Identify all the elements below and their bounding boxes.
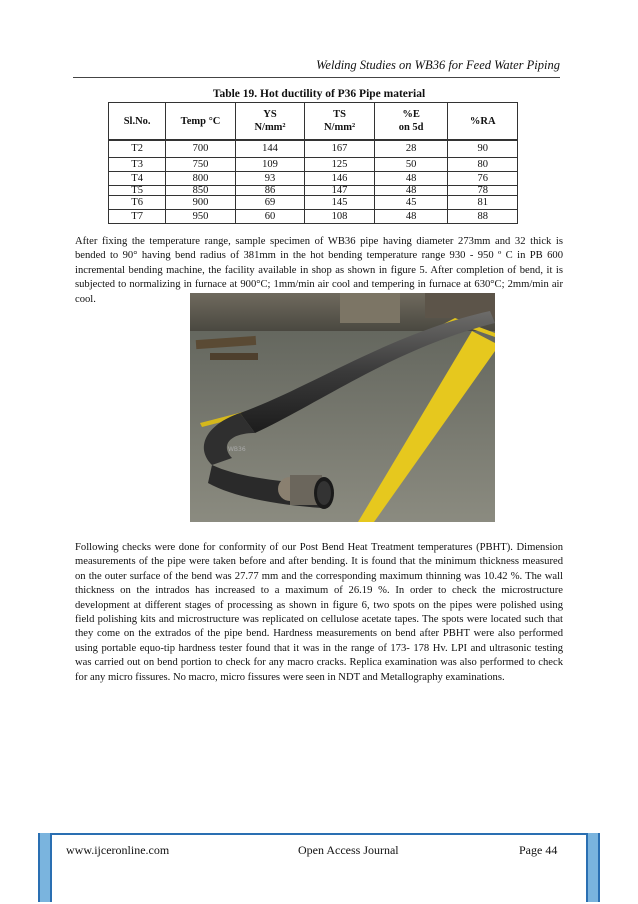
table-cell: 69 [235,196,305,210]
svg-text:WB36: WB36 [228,446,246,453]
footer-page-number: Page 44 [519,843,558,857]
table-cell: 81 [448,196,518,210]
table-cell: 88 [448,210,518,224]
table-cell: 900 [166,196,236,210]
table-cell: T5 [109,186,166,196]
footer-website: www.ijceronline.com [66,843,170,857]
table-row [109,140,518,158]
table-cell: 45 [374,196,448,210]
column-header: %RA [448,103,518,141]
table-cell: 78 [448,186,518,196]
table-cell: 90 [448,140,518,158]
header-rule [73,77,560,78]
table-cell: T2 [109,140,166,158]
table-cell: 76 [448,172,518,186]
table-cell: 146 [305,172,375,186]
table-cell: 50 [374,158,448,172]
table-cell: 28 [374,140,448,158]
footer-left-bar [38,833,52,902]
column-header: TS N/mm² [305,103,375,141]
table-cell: 145 [305,196,375,210]
pipe-bend-photo [190,293,495,522]
table-row [109,210,518,224]
table-cell: 48 [374,172,448,186]
column-header: Temp °C [166,103,236,141]
table-row [109,158,518,172]
table-header-row [109,103,518,141]
footer-journal: Open Access Journal [298,843,399,857]
table-row [109,172,518,186]
table-cell: T7 [109,210,166,224]
table-cell: 125 [305,158,375,172]
table-cell: T3 [109,158,166,172]
table-row [109,196,518,210]
table-cell: 48 [374,210,448,224]
table-cell: T6 [109,196,166,210]
table-cell: 48 [374,186,448,196]
table-row [109,186,518,196]
hot-ductility-table [108,102,518,224]
table-cell: 850 [166,186,236,196]
table-cell: 80 [448,158,518,172]
table-cell: T4 [109,172,166,186]
table-cell: 147 [305,186,375,196]
table-cell: 167 [305,140,375,158]
table-cell: 800 [166,172,236,186]
table-cell: 750 [166,158,236,172]
table-cell: 109 [235,158,305,172]
body-paragraph-pbht-checks: Following checks were done for conformity of our Post Bend Heat Treatment temperatures (PBHT). Dimension measurements of the pipe were taken before and after bending. It is found that the minimum thickness measured on the outer surface of the bend was 27.77 mm and the corresponding maximum thinning was 10.42 %. The wall thickness on the intrados has increased to a maximum of 26.19 %. In order to check the microstructure development at different stages of processing as shown in figure 6, two spots on the pipes were polished using field polishing kits and microstructure was replicated on cellulose acetate tapes. The spots were located such that they come on the extrados of the pipe bend. Hardness measurements on bend after PBHT were also performed using portable equo-tip hardness tester found that it was in the range of 173- 178 Hv. LPI and ultrasonic testing was carried out on bend portion to check for any macro cracks. Replica examination was also performed to check for any micro fissures. No macro, micro fissures were seen in NDT and Metallography examinations. [75,542,563,683]
table-cell: 144 [235,140,305,158]
table-caption: Table 19. Hot ductility of P36 Pipe material [212,88,426,100]
column-header: Sl.No. [109,103,166,141]
column-header: YS N/mm² [235,103,305,141]
table-cell: 93 [235,172,305,186]
footer-right-bar [586,833,600,902]
table-cell: 60 [235,210,305,224]
table-cell: 700 [166,140,236,158]
column-header: %E on 5d [374,103,448,141]
table-cell: 108 [305,210,375,224]
body-paragraph-bending: After fixing the temperature range, sample specimen of WB36 pipe having diameter 273mm and 32 thick is bended to 90° having bend radius of 381mm in the hot bending temperature range 930 - 950 º C in PB 600 incremental bending machine, the facility available in shop as shown in figure 5. After completion of bend, it is subjected to normalizing in furnace at 900°C; 1mm/min air cool and tempering in furnace at 630°C; 2mm/min air cool. [75,236,563,305]
table-cell: 950 [166,210,236,224]
table-cell: 86 [235,186,305,196]
running-header: Welding Studies on WB36 for Feed Water Piping [316,58,560,72]
